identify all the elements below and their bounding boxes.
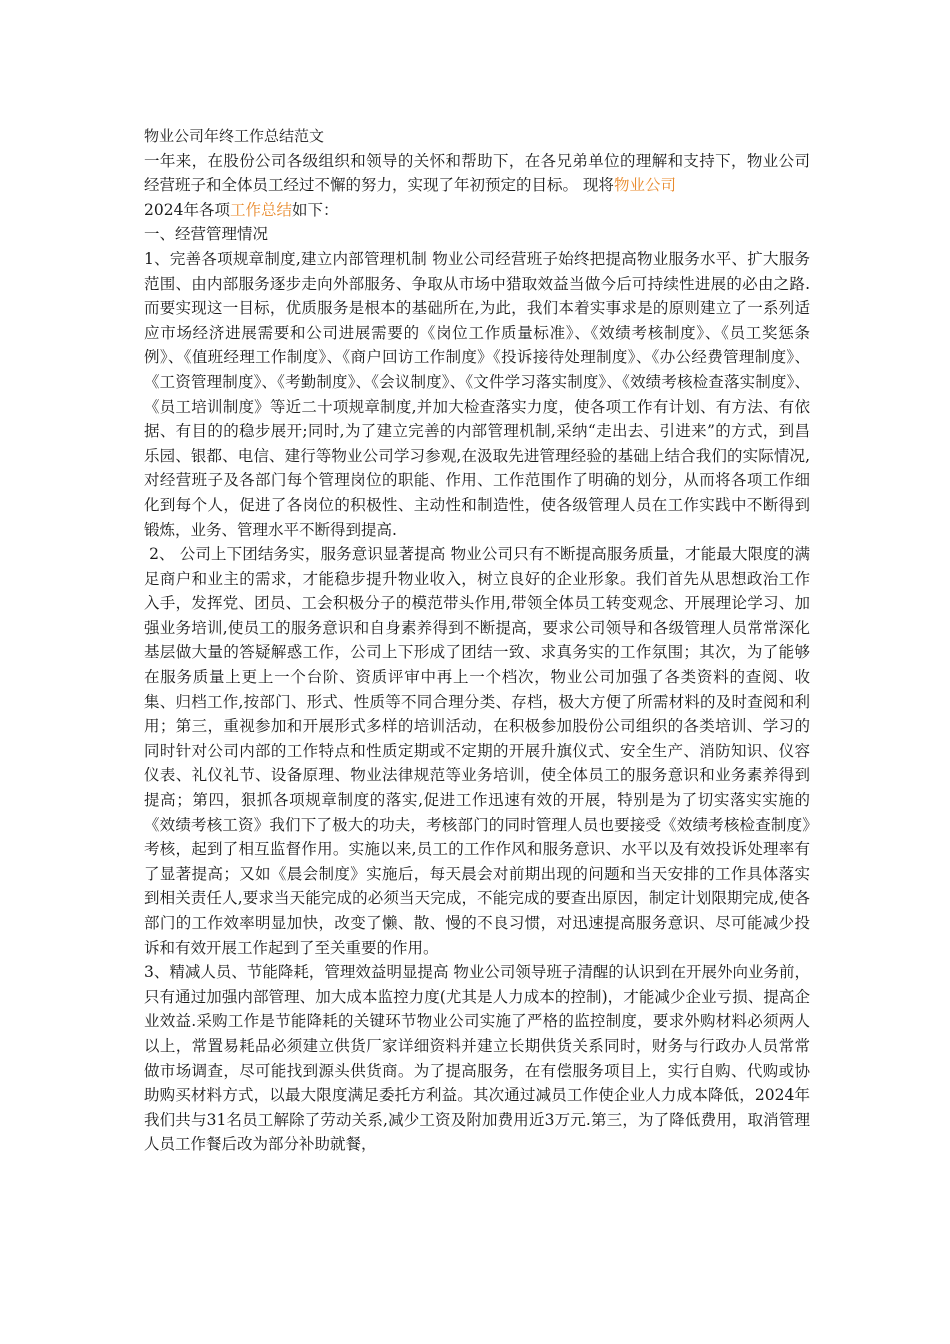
intro-paragraph	[144, 149, 810, 223]
work-summary-link[interactable]: 工作总结	[229, 200, 292, 219]
intro-text-2: 2024年各项	[144, 200, 230, 219]
document-title: 物业公司年终工作总结范文	[144, 127, 325, 145]
property-company-link[interactable]: 物业公司	[613, 176, 676, 195]
section-heading: 一、经营管理情况	[144, 225, 269, 244]
intro-text-1: 一年来，在股份公司各级组织和领导的关怀和帮助下，在各兄弟单位的理解和支持下，物业公司经营班子和全体员工经过不懈的努力，实现了年初预定的目标。 现将	[144, 151, 810, 195]
paragraph-3: 3、精减人员、节能降耗，管理效益明显提高 物业公司领导班子清醒的认识到在开展外向业务前，只有通过加强内部管理、加大成本监控力度(尤其是人力成本的控制)，才能减少企业亏损、提高企业效益.采购工作是节能降耗的关键环节物业公司实施了严格的监控制度，要求外购材料必须两人以上，常置易耗品必须建立供货厂家详细资料并建立长期供货关系同时，财务与行政办人员常常做市场调查，尽可能找到源头供货商。为了提高服务，在有偿服务项目上，实行自购、代购或协助购买材料方式，以最大限度满足委托方利益。其次通过减员工作使企业人力成本降低，2024年我们共与31名员工解除了劳动关系,减少工资及附加费用近3万元.第三，为了降低费用，取消管理人员工作餐后改为部分补助就餐，	[144, 963, 810, 1154]
paragraph-1: 1、完善各项规章制度,建立内部管理机制 物业公司经营班子始终把提高物业服务水平、扩大服务范围、由内部服务逐步走向外部服务、争取从市场中猎取效益当做今后可持续性进展的必由之路.而要实现这一目标，优质服务是根本的基础所在,为此，我们本着实事求是的原则建立了一系列适应市场经济进展需要和公司进展需要的《岗位工作质量标准》、《效绩考核制度》、《员工奖惩条例》、《值班经理工作制度》、《商户回访工作制度》《投诉接待处理制度》、《办公经费管理制度》、《工资管理制度》、《考勤制度》、《会议制度》、《文件学习落实制度》、《效绩考核检查落实制度》、《员工培训制度》等近二十项规章制度,并加大检查落实力度，使各项工作有计划、有方法、有依据、有目的的稳步展开;同时,为了建立完善的内部管理机制,采纳“走出去、引进来”的方式，到昌乐园、银都、电信、建行等物业公司学习参观,在汲取先进管理经验的基础上结合我们的实际情况,对经营班子及各部门每个管理岗位的职能、作用、工作范围作了明确的划分，从而将各项工作细化到每个人，促进了各岗位的积极性、主动性和制造性，使各级管理人员在工作实践中不断得到锻炼，业务、管理水平不断得到提高.	[144, 249, 810, 539]
document-body	[144, 124, 810, 1157]
paragraph-2: 2、 公司上下团结务实，服务意识显著提高 物业公司只有不断提高服务质量，才能最大限度的满足商户和业主的需求，才能稳步提升物业收入，树立良好的企业形象。我们首先从思想政治工作入手，发挥党、团员、工会积极分子的模范带头作用,带领全体员工转变观念、开展理论学习、加强业务培训,使员工的服务意识和自身素养得到不断提高，要求公司领导和各级管理人员常常深化基层做大量的答疑解惑工作，公司上下形成了团结一致、求真务实的工作氛围；其次，为了能够在服务质量上更上一个台阶、资质评审中再上一个档次，物业公司加强了各类资料的查阅、收集、归档工作,按部门、形式、性质等不同合理分类、存档，极大方便了所需材料的及时查阅和利用；第三，重视参加和开展形式多样的培训活动，在积极参加股份公司组织的各类培训、学习的同时针对公司内部的工作特点和性质定期或不定期的开展升旗仪式、安全生产、消防知识、仪容仪表、礼仪礼节、设备原理、物业法律规范等业务培训，使全体员工的服务意识和业务素养得到提高；第四，狠抓各项规章制度的落实,促进工作迅速有效的开展，特别是为了切实落实实施的《效绩考核工资》我们下了极大的功夫，考核部门的同时管理人员也要接受《效绩考核检查制度》考核，起到了相互监督作用。实施以来,员工的工作作风和服务意识、水平以及有效投诉处理率有了显著提高；又如《晨会制度》实施后，每天晨会对前期出现的问题和当天安排的工作具体落实到相关责任人,要求当天能完成的必须当天完成，不能完成的要查出原因，制定计划限期完成,使各部门的工作效率明显加快，改变了懒、散、慢的不良习惯，对迅速提高服务意识、尽可能减少投诉和有效开展工作起到了至关重要的作用。	[144, 545, 810, 957]
intro-text-3: 如下：	[291, 200, 339, 219]
